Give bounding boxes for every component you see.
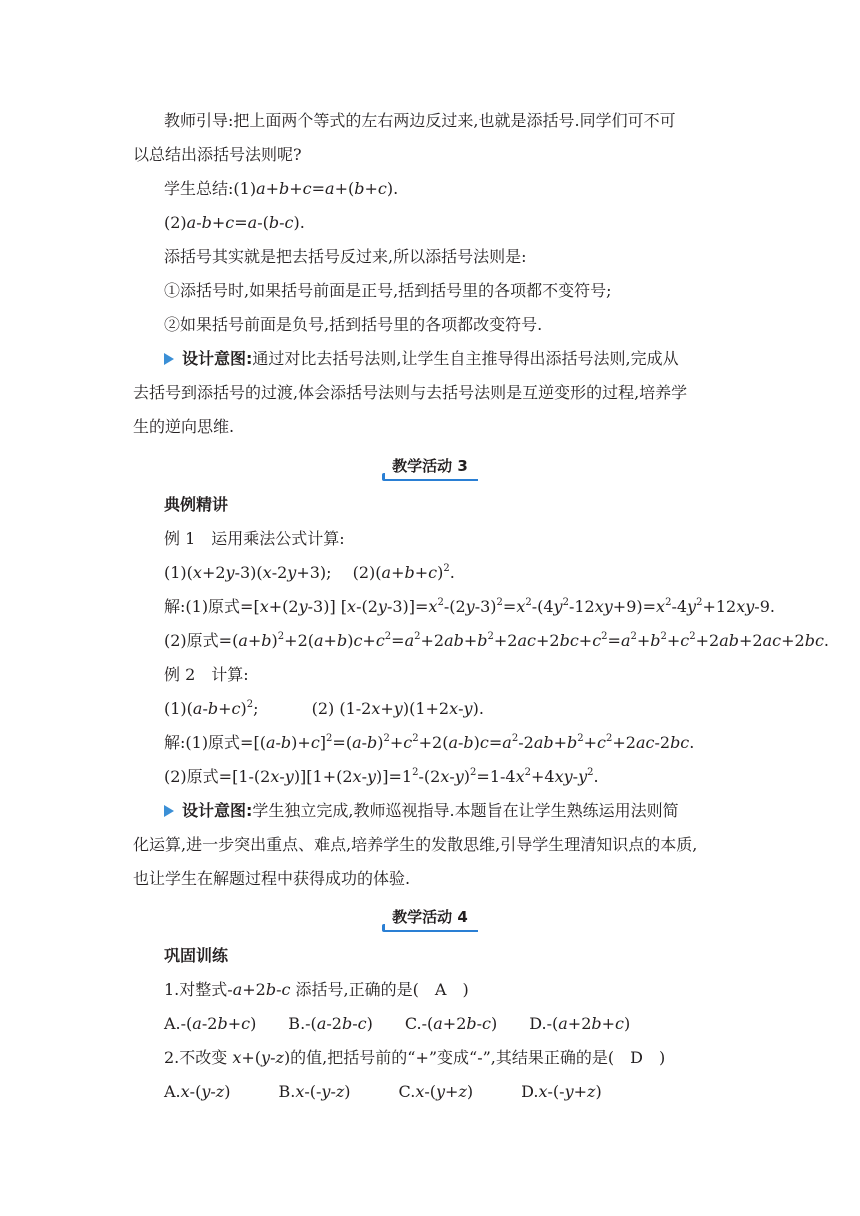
student-summary-1: 学生总结:(1)a+b+c=a+(b+c). bbox=[164, 179, 399, 198]
activity-4-title bbox=[0, 906, 860, 930]
design-intent-2-line1 bbox=[164, 801, 679, 821]
title-underline bbox=[384, 930, 478, 932]
design-intent-2-line3: 也让学生在解题过程中获得成功的体验. bbox=[133, 869, 411, 888]
design-intent-1-line3: 生的逆向思维. bbox=[133, 417, 235, 436]
design-intent-1-line2: 去括号到添括号的过渡,体会添括号法则与去括号法则是互逆变形的过程,培养学 bbox=[133, 383, 688, 402]
paragraph-teacher-guide-line2: 以总结出添括号法则呢? bbox=[133, 145, 302, 164]
section-heading-practice: 巩固训练 bbox=[164, 946, 229, 965]
example-2-problems: $(1)(a-b+c)^2$; (2) (1-2x+y)(1+2x-y). bbox=[164, 699, 484, 718]
paragraph-rule-intro: 添括号其实就是把去括号反过来,所以添括号法则是: bbox=[164, 247, 527, 266]
question-1-options: A.-(a-2b+c) B.-(a-2b-c) C.-(a+2b-c) D.-(a+2b+c) bbox=[164, 1014, 631, 1033]
question-1-answer: A bbox=[434, 980, 447, 999]
design-intent-text: 学生独立完成,教师巡视指导.本题旨在让学生熟练运用法则简 bbox=[252, 801, 679, 820]
question-2: 2.不改变 x+(y-z)的值,把括号前的“+”变成“-”,其结果正确的是( D ) bbox=[164, 1048, 666, 1067]
example-1-title: 例 1 运用乘法公式计算: bbox=[164, 529, 345, 548]
example-2-title: 例 2 计算: bbox=[164, 665, 249, 684]
student-summary-2: (2)a-b+c=a-(b-c). bbox=[164, 213, 305, 232]
title-underline-hook bbox=[382, 473, 385, 481]
design-intent-2-line2: 化运算,进一步突出重点、难点,培养学生的发散思维,引导学生理清知识点的本质, bbox=[133, 835, 698, 854]
paragraph-teacher-guide-line1: 教师引导:把上面两个等式的左右两边反过来,也就是添括号.同学们可不可 bbox=[164, 111, 676, 130]
example-1-solution-1: 解:(1)原式=[x+(2y-3)] $[x-(2y-3)]=x^2-(2y-3)^2=x^2-(4y^2-12xy+9)=x^2-4y^2+12xy-9$. bbox=[164, 597, 775, 616]
rule-item-1: ①添括号时,如果括号前面是正号,括到括号里的各项都不变符号; bbox=[164, 281, 612, 300]
triangle-bullet-icon bbox=[164, 805, 174, 817]
question-2-options: A.x-(y-z) B.x-(-y-z) C.x-(y+z) D.x-(-y+z) bbox=[164, 1082, 602, 1101]
design-intent-label: 设计意图: bbox=[182, 801, 253, 820]
activity-4-title-text: 教学活动 4 bbox=[392, 908, 468, 926]
section-heading-examples: 典例精讲 bbox=[164, 495, 229, 514]
activity-3-title bbox=[0, 455, 860, 479]
example-2-solution-2: (2)原式$=[1-(2x-y)][1+(2x-y)]=1^2-(2x-y)^2=1-4x^2+4xy-y^2$. bbox=[164, 767, 599, 786]
title-underline-hook bbox=[382, 924, 385, 932]
student-summary-prefix: 学生总结:(1) bbox=[164, 179, 257, 198]
example-1-problems: (1)(x+2y-3)(x-2y+3); $(2)(a+b+c)^2$. bbox=[164, 563, 455, 582]
title-underline bbox=[384, 479, 478, 481]
triangle-bullet-icon bbox=[164, 353, 174, 365]
question-1: 1.对整式-a+2b-c 添括号,正确的是( A ) bbox=[164, 980, 469, 999]
rule-item-2: ②如果括号前面是负号,括到括号里的各项都改变符号. bbox=[164, 315, 543, 334]
example-2-solution-1: 解:(1)原式$=[(a-b)+c]^2=(a-b)^2+c^2+2(a-b)c=a^2-2ab+b^2+c^2+2ac-2bc$. bbox=[164, 733, 695, 752]
design-intent-text: 通过对比去括号法则,让学生自主推导得出添括号法则,完成从 bbox=[252, 349, 679, 368]
example-1-solution-2: (2)原式$=(a+b)^2+2(a+b)c+c^2=a^2+2ab+b^2+2ac+2bc+c^2=a^2+b^2+c^2+2ab+2ac+2bc$. bbox=[164, 631, 829, 650]
design-intent-label: 设计意图: bbox=[182, 349, 253, 368]
activity-3-title-text: 教学活动 3 bbox=[392, 457, 468, 475]
design-intent-1-line1 bbox=[164, 349, 679, 369]
question-2-answer: D bbox=[630, 1048, 643, 1067]
